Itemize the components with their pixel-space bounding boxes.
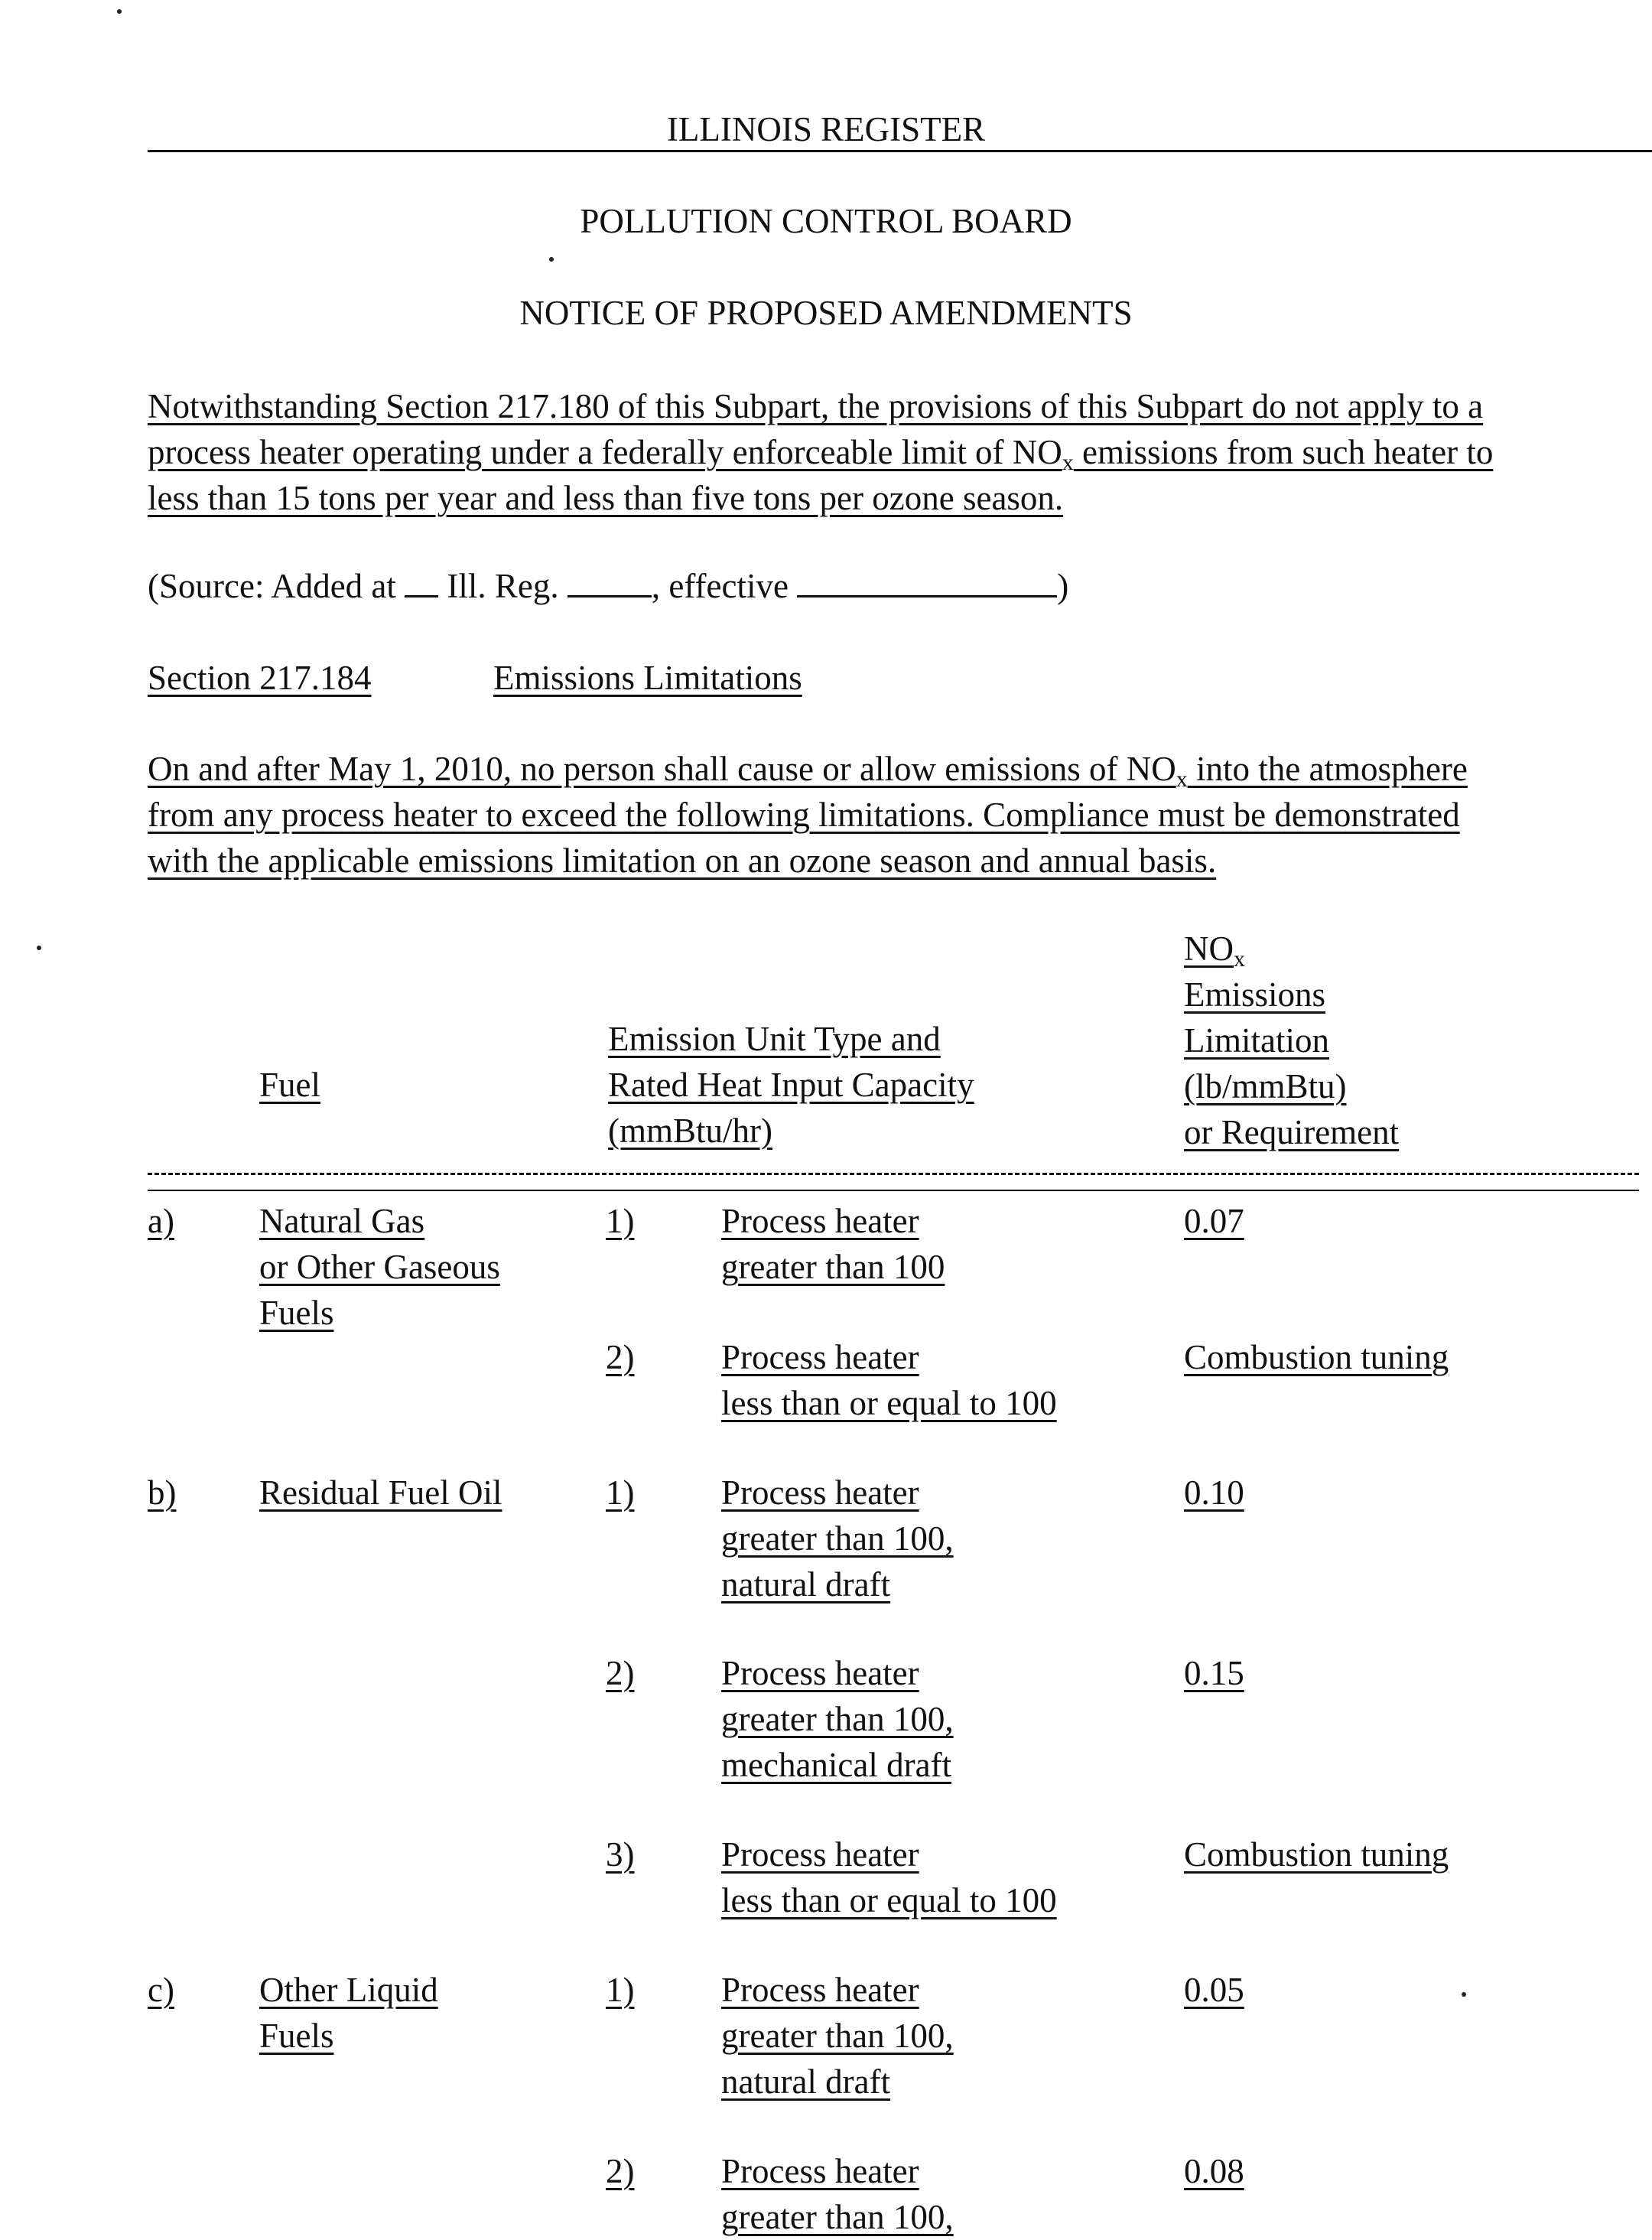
unit-description: Process heater greater than 100, (721, 2152, 954, 2236)
notice-title: NOTICE OF PROPOSED AMENDMENTS (519, 294, 1133, 332)
emission-limit: 0.07 (1184, 1202, 1244, 1240)
source-note: (Source: Added at Ill. Reg. , effective ) (148, 567, 1069, 605)
date-blank (797, 568, 1057, 597)
limitations-paragraph (148, 746, 1639, 884)
emission-limit: 0.15 (1184, 1654, 1244, 1692)
paragraph-line: less than 15 tons per year and less than five tons per ozone season. (148, 479, 1064, 517)
paragraph-line: Notwithstanding Section 217.180 of this Subpart, the provisions of this Subpart do not apply to a (148, 387, 1484, 425)
unit-description: Process heater less than or equal to 100 (721, 1835, 1057, 1919)
emission-limit: Combustion tuning (1184, 1338, 1449, 1376)
scan-speck (117, 9, 122, 14)
unit-number: 2) (606, 1338, 635, 1376)
unit-number: 3) (606, 1835, 635, 1874)
scan-speck (549, 257, 554, 262)
scan-speck (1462, 1992, 1466, 1997)
register-title: ILLINOIS REGISTER (666, 110, 986, 148)
board-title: POLLUTION CONTROL BOARD (580, 202, 1072, 240)
unit-number: 1) (606, 1971, 635, 2009)
section-number: Section 217.184 (148, 659, 372, 697)
paragraph-line: On and after May 1, 2010, no person shall cause or allow emissions of $NO_x$ into the atmosphere (148, 750, 1468, 792)
volume-blank (405, 568, 438, 597)
paragraph-line: process heater operating under a federally enforceable limit of $NO_x$ emissions from such heater to (148, 433, 1494, 475)
emission-limit: Combustion tuning (1184, 1835, 1449, 1874)
unit-number: 1) (606, 1202, 635, 1240)
emission-limit: 0.10 (1184, 1473, 1244, 1512)
table-header-divider (148, 1173, 1639, 1175)
page-blank (567, 568, 652, 597)
unit-number: 2) (606, 1654, 635, 1692)
paragraph-line: from any process heater to exceed the following limitations. Compliance must be demonstrated (148, 796, 1460, 834)
unit-description: Process heater greater than 100, mechanical draft (721, 1654, 954, 1784)
col-header-limit: $NO_x$ Emissions Limitation (lb/mmBtu) or Requirement (1184, 930, 1400, 1151)
col-header-fuel: Fuel (259, 1066, 321, 1104)
emission-limit: 0.05 (1184, 1971, 1244, 2009)
fuel-letter: c) (148, 1971, 174, 2009)
fuel-name: Other Liquid Fuels (259, 1971, 438, 2055)
unit-description: Process heater greater than 100, natural draft (721, 1473, 954, 1603)
fuel-name: Residual Fuel Oil (259, 1473, 502, 1512)
scan-speck (37, 946, 41, 950)
header-rule (148, 150, 1652, 152)
paragraph-line: with the applicable emissions limitation on an ozone season and annual basis. (148, 842, 1217, 880)
unit-number: 2) (606, 2152, 635, 2190)
emission-limit: 0.08 (1184, 2152, 1244, 2190)
fuel-name: Natural Gas or Other Gaseous Fuels (259, 1202, 500, 1332)
table-header-rule (148, 1190, 1639, 1191)
fuel-letter: b) (148, 1473, 177, 1512)
unit-description: Process heater greater than 100 (721, 1202, 945, 1286)
col-header-unit: Emission Unit Type and Rated Heat Input Capacity (mmBtu/hr) (608, 1020, 974, 1150)
unit-description: Process heater greater than 100, natural draft (721, 1971, 954, 2101)
unit-number: 1) (606, 1473, 635, 1512)
exemption-paragraph (148, 383, 1639, 521)
unit-description: Process heater less than or equal to 100 (721, 1338, 1057, 1422)
fuel-letter: a) (148, 1202, 174, 1240)
section-title: Emissions Limitations (493, 659, 802, 697)
